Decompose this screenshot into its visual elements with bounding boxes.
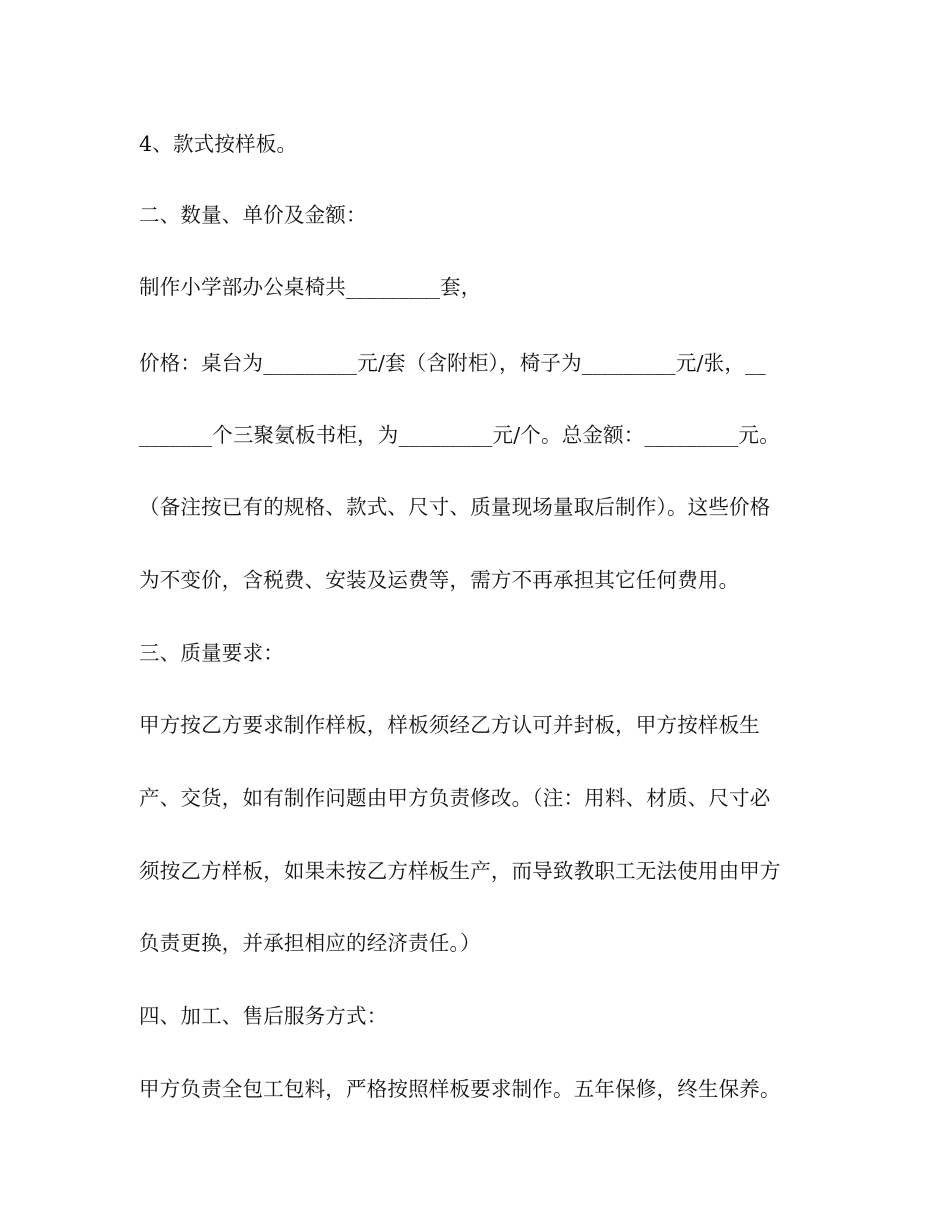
- section-heading-quality: 三、质量要求：: [139, 641, 284, 665]
- text-line-fixed-price: 为不变价，含税费、安装及运费等，需方不再承担其它任何费用。: [139, 568, 740, 592]
- text-line-bookcase-total: _______个三聚氨板书柜，为_________元/个。总金额：_________元。: [139, 423, 780, 447]
- text-line-warranty: 甲方负责全包工包料，严格按照样板要求制作。五年保修，终生保养。: [139, 1077, 781, 1101]
- text-line-price: 价格：桌台为_________元/套（含附柜），椅子为_________元/张，__: [139, 351, 766, 375]
- text-line-item-style: 4、款式按样板。: [139, 132, 298, 156]
- text-line-desk-chair-sets: 制作小学部办公桌椅共_________套，: [139, 275, 482, 299]
- text-line-responsibility: 负责更换，并承担相应的经济责任。）: [139, 931, 481, 955]
- text-line-remark: （备注按已有的规格、款式、尺寸、质量现场量取后制作）。这些价格: [139, 495, 771, 519]
- section-heading-service: 四、加工、售后服务方式：: [139, 1004, 388, 1028]
- text-line-delivery-note: 产、交货，如有制作问题由甲方负责修改。（注：用料、材质、尺寸必: [139, 786, 771, 810]
- text-line-sample-approval: 甲方按乙方要求制作样板，样板须经乙方认可并封板，甲方按样板生: [139, 713, 760, 737]
- section-heading-quantity-price: 二、数量、单价及金额：: [139, 203, 367, 227]
- text-line-sample-requirement: 须按乙方样板，如果未按乙方样板生产，而导致教职工无法使用由甲方: [139, 859, 781, 883]
